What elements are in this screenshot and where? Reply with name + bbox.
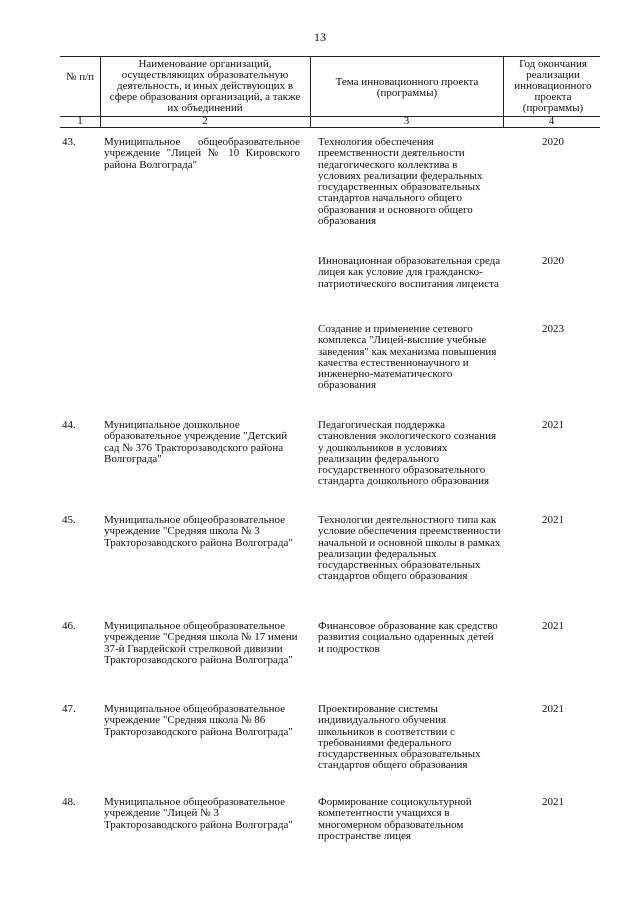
header-project-topic: Тема инновационного проекта (программы) — [335, 76, 479, 99]
row-number: 48. — [62, 796, 76, 808]
header-end-year: Год окончания реализации инновационного проекта (программы) — [514, 58, 592, 114]
organization-name: Муниципальное общеобразовательное учреждение "Средняя школа № 3 Тракторозаводского района Волгограда" — [104, 514, 293, 549]
project-topic: Педагогическая поддержка становления экологического сознания у дошкольников в условиях реализации федерального государственного образовательного стандарта дошкольного образования — [318, 419, 497, 488]
row-number: 44. — [62, 419, 76, 431]
row-number: 43. — [62, 136, 76, 148]
organization-name: Муниципальное общеобразовательное учреждение "Средняя школа № 17 имени 37-й Гвардейской стрелковой дивизии Тракторозаводского района Волгограда" — [104, 620, 298, 666]
project-topic: Технологии деятельностного типа как условие обеспечения преемственности начальной и основной школы в рамках реализации федеральных государственных образовательных стандартов общего образования — [318, 514, 501, 583]
organization-name: Муниципальное дошкольное образовательное учреждение "Детский сад № 376 Тракторозаводского района Волгограда" — [104, 419, 288, 465]
project-topic: Создание и применение сетевого комплекса "Лицей-высшие учебные заведения" как механизма повышения качества естественнонаучного и инженерно-математического образования — [318, 323, 497, 392]
end-year: 2020 — [542, 136, 564, 148]
row-number: 46. — [62, 620, 76, 632]
column-number-2: 2 — [202, 115, 208, 127]
row-number: 47. — [62, 703, 76, 715]
project-topic: Формирование социокультурной компетентности учащихся в многомерном образовательном пространстве лицея — [318, 796, 472, 842]
header-number: № п/п — [65, 71, 95, 83]
column-number-1: 1 — [77, 115, 83, 127]
end-year: 2021 — [542, 703, 564, 715]
column-number-4: 4 — [548, 115, 555, 127]
project-topic: Инновационная образовательная среда лицея как условие для гражданско-патриотического воспитания лицеиста — [318, 255, 501, 290]
header-organization: Наименование организаций, осуществляющих образовательную деятельность, и иных действующих в сфере образования организаций, а также их объединений — [109, 58, 301, 114]
project-topic: Проектирование системы индивидуального обучения школьников в соответствии с требованиями федерального государственных образовательных стандартов общего образования — [318, 703, 481, 772]
end-year: 2023 — [542, 323, 564, 335]
end-year: 2021 — [542, 419, 564, 431]
organization-name: Муниципальное общеобразовательное учреждение "Лицей № 3 Тракторозаводского района Волгограда" — [104, 796, 293, 831]
project-topic: Технология обеспечения преемственности деятельности педагогического коллектива в условиях реализации федеральных государственных образовательных стандартов начального общего образования и основного общего образования — [318, 136, 483, 228]
end-year: 2020 — [542, 255, 564, 267]
organization-name: Муниципальное общеобразовательное учреждение "Лицей № 10 Кировского района Волгограда" — [104, 136, 300, 171]
end-year: 2021 — [542, 620, 564, 632]
organization-name: Муниципальное общеобразовательное учреждение "Средняя школа № 86 Тракторозаводского района Волгограда" — [104, 703, 293, 738]
column-number-3: 3 — [403, 115, 410, 127]
row-number: 45. — [62, 514, 76, 526]
end-year: 2021 — [542, 796, 564, 808]
column-numbers-bottom-border — [60, 127, 600, 128]
project-topic: Финансовое образование как средство развития социально одаренных детей и подростков — [318, 620, 498, 655]
end-year: 2021 — [542, 514, 564, 526]
page-number: 13 — [314, 30, 326, 44]
header-top-border — [60, 56, 600, 57]
